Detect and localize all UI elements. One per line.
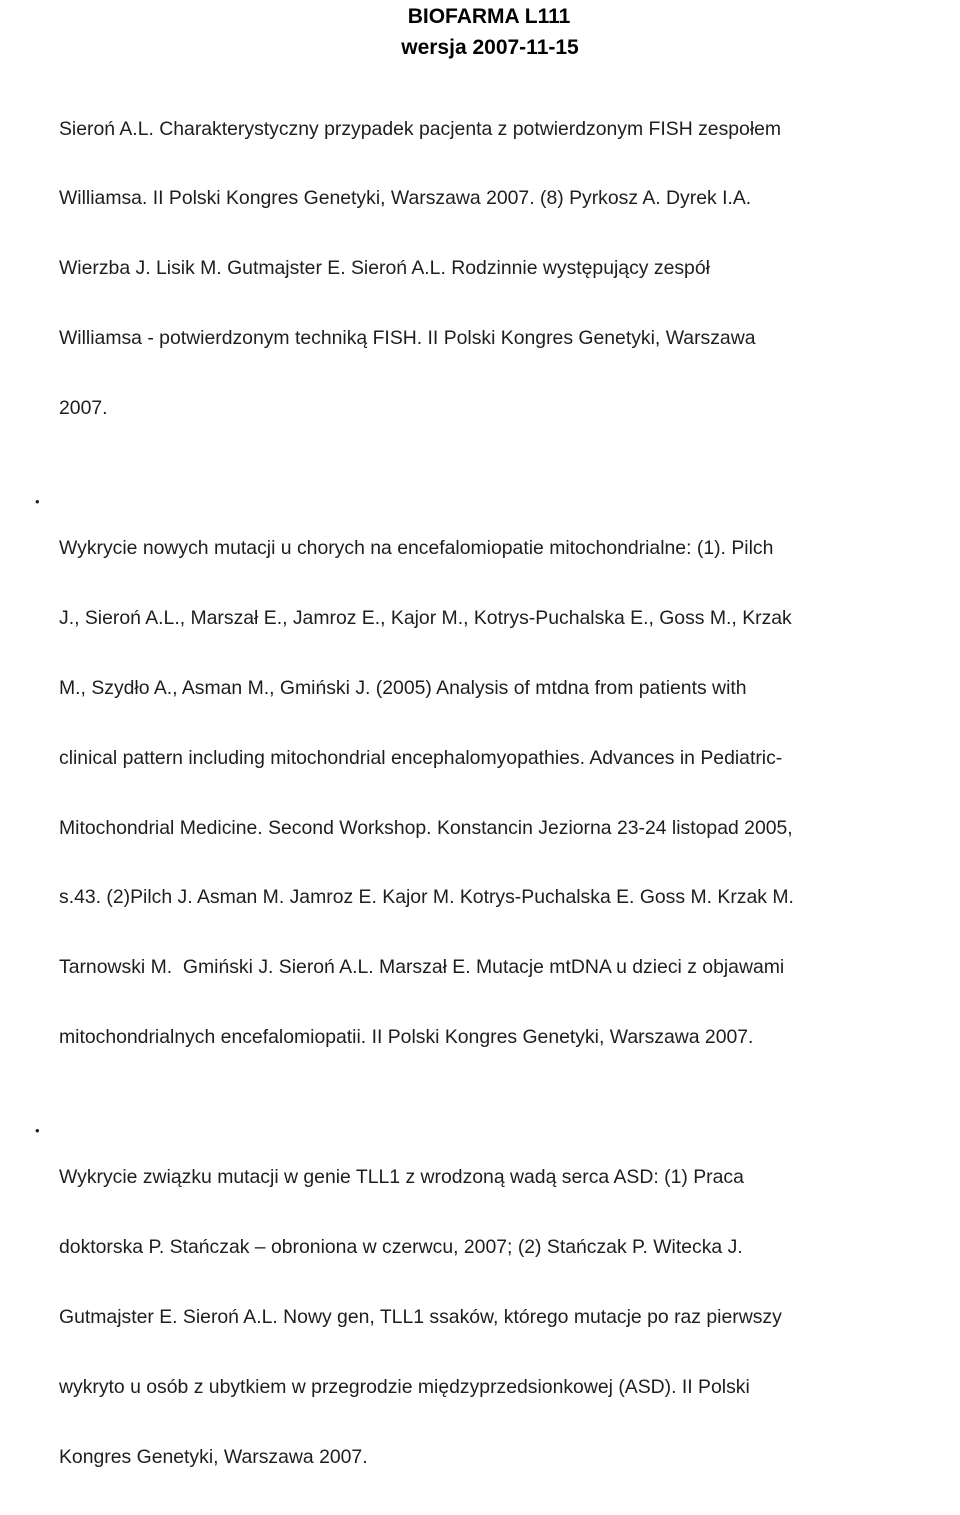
document-body <box>35 71 959 1515</box>
text-line: Williamsa. II Polski Kongres Genetyki, Warszawa 2007. (8) Pyrkosz A. Dyrek I.A. <box>59 187 752 210</box>
paragraph-tll1-mutation <box>35 1096 959 1515</box>
text-line: doktorska P. Stańczak – obroniona w czerwcu, 2007; (2) Stańczak P. Witecka J. <box>59 1235 743 1258</box>
text-line: Wykrycie związku mutacji w genie TLL1 z wrodzoną wadą serca ASD: (1) Praca <box>59 1165 744 1188</box>
paragraph-williams-syndrome <box>59 71 959 467</box>
text-line: mitochondrialnych encefalomiopatii. II Polski Kongres Genetyki, Warszawa 2007. <box>59 1026 754 1049</box>
text-line: M., Szydło A., Asman M., Gmiński J. (2005) Analysis of mtdna from patients with <box>59 676 747 699</box>
document-title: BIOFARMA L111 <box>407 5 571 28</box>
text-line: Williamsa - potwierdzonym techniką FISH. II Polski Kongres Genetyki, Warszawa <box>59 327 756 350</box>
text-line: Wykrycie nowych mutacji u chorych na encefalomiopatie mitochondrialne: (1). Pilch <box>59 536 774 559</box>
paragraph-mitochondrial-mutations <box>35 467 959 1096</box>
text-line: Wierzba J. Lisik M. Gutmajster E. Sieroń A.L. Rodzinnie występujący zespół <box>59 257 710 280</box>
text-line: Mitochondrial Medicine. Second Workshop. Konstancin Jeziorna 23-24 listopad 2005, <box>59 816 793 839</box>
bullet-icon: • <box>35 494 40 510</box>
text-line: Tarnowski M. Gmiński J. Sieroń A.L. Marszał E. Mutacje mtDNA u dzieci z objawami <box>59 956 785 979</box>
text-line: wykryto u osób z ubytkiem w przegrodzie międzyprzedsionkowej (ASD). II Polski <box>59 1375 750 1398</box>
document-header <box>0 0 960 63</box>
text-line: Kongres Genetyki, Warszawa 2007. <box>59 1445 368 1468</box>
text-line: Sieroń A.L. Charakterystyczny przypadek pacjenta z potwierdzonym FISH zespołem <box>59 117 782 140</box>
bullet-icon: • <box>35 1123 40 1139</box>
text-line: Gutmajster E. Sieroń A.L. Nowy gen, TLL1 ssaków, którego mutacje po raz pierwszy <box>59 1305 782 1328</box>
text-line: J., Sieroń A.L., Marszał E., Jamroz E., Kajor M., Kotrys-Puchalska E., Goss M., Krzak <box>59 606 792 629</box>
text-line: clinical pattern including mitochondrial encephalomyopathies. Advances in Pediatric- <box>59 746 783 769</box>
document-version: wersja 2007-11-15 <box>401 36 579 59</box>
text-line: s.43. (2)Pilch J. Asman M. Jamroz E. Kajor M. Kotrys-Puchalska E. Goss M. Krzak M. <box>59 886 794 909</box>
text-line: 2007. <box>59 397 108 420</box>
